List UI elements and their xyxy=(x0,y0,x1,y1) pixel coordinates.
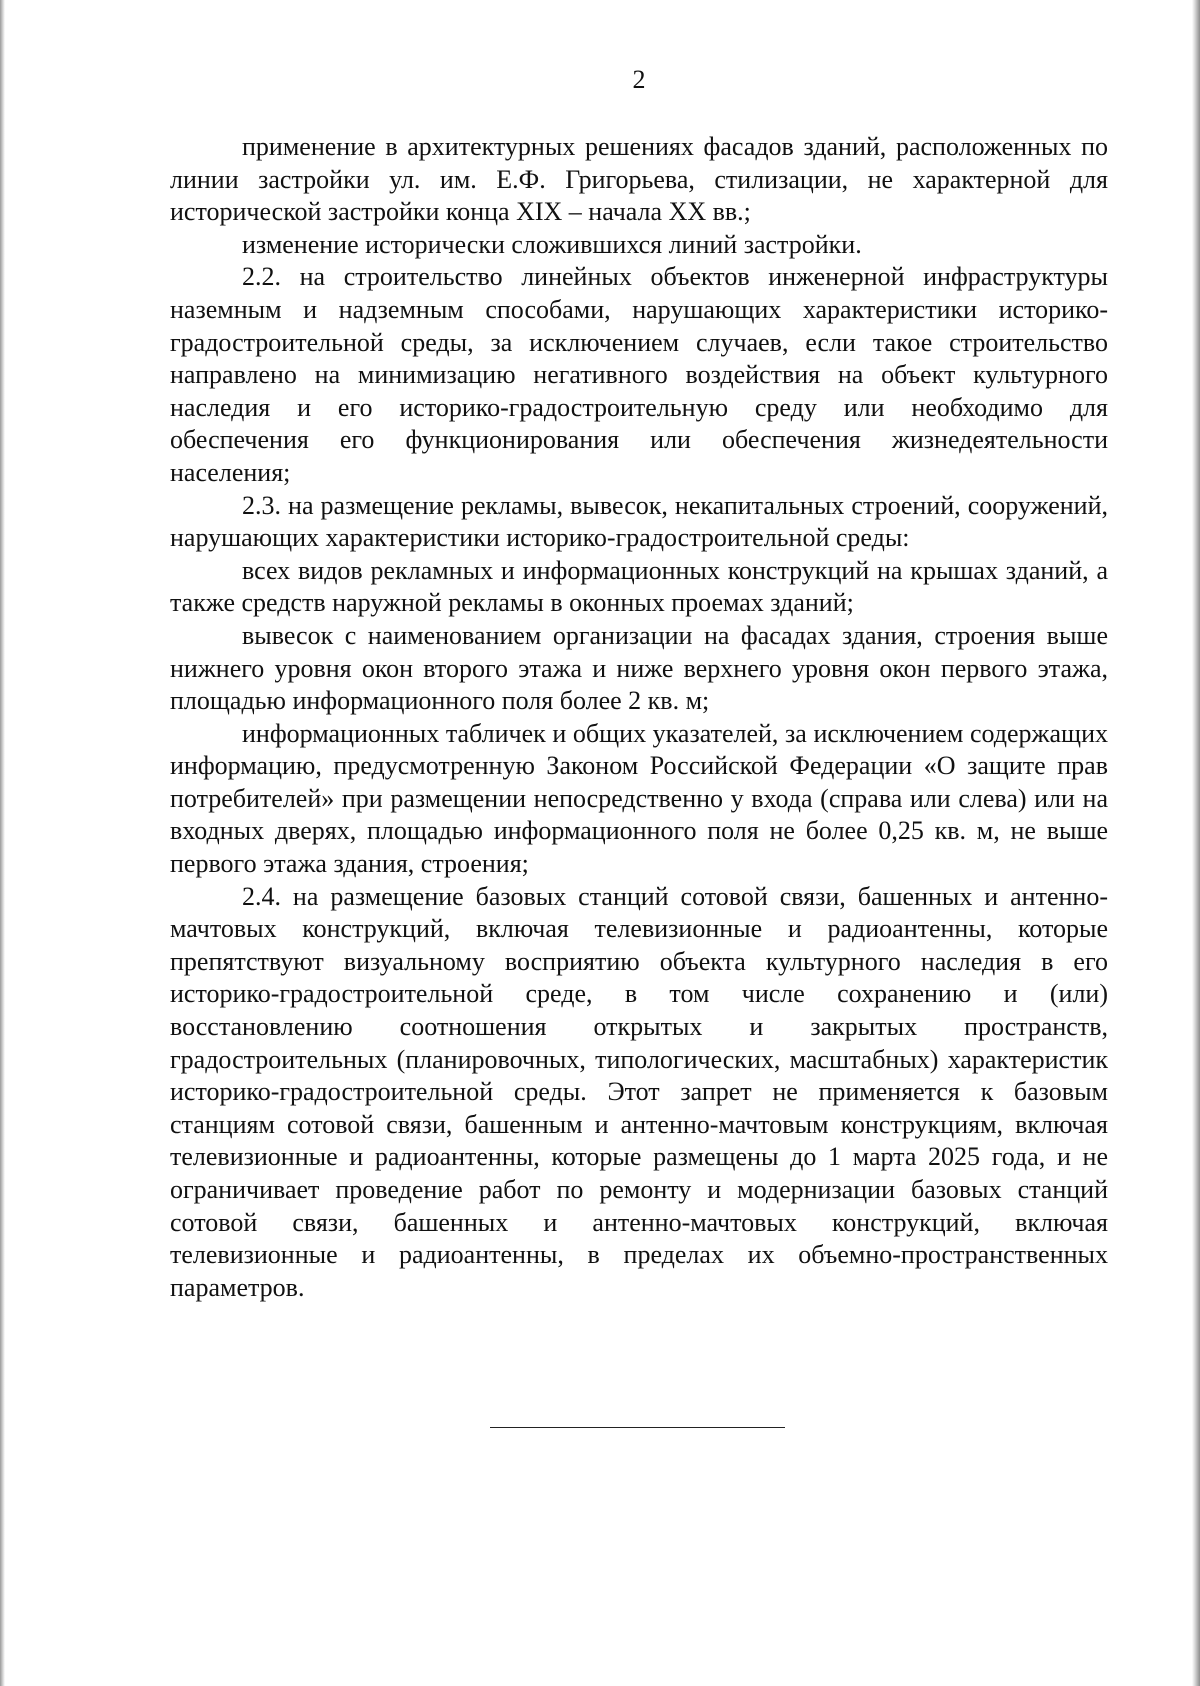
paragraph-item-2-3: 2.3. на размещение рекламы, вывесок, некапитальных строений, сооружений, нарушающих характеристики историко-градостроительной среды: xyxy=(170,490,1108,553)
scan-edge-left xyxy=(0,0,5,1686)
page-number: 2 xyxy=(632,65,646,94)
end-separator-line xyxy=(490,1427,785,1428)
paragraph: всех видов рекламных и информационных конструкций на крышах зданий, а также средств наружной рекламы в оконных проемах зданий; xyxy=(170,555,1108,618)
scan-edge-right xyxy=(1192,0,1200,1686)
paragraph-item-2-4: 2.4. на размещение базовых станций сотовой связи, башенных и антенно-мачтовых конструкций, включая телевизионные и радиоантенны, которые препятствуют визуальному восприятию объекта культурного наследия в его историко-градостроительной среде, в том числе сохранению и (или) восстановлению соотношения открытых и закрытых пространств, градостроительных (планировочных, типологических, масштабных) характеристик историко-градостроительной среды. Этот запрет не применяется к базовым станциям сотовой связи, башенным и антенно-мачтовым конструкциям, включая телевизионные и радиоантенны, которые размещены до 1 марта 2025 года, и не ограничивает проведение работ по ремонту и модернизации базовых станций сотовой связи, башенных и антенно-мачтовых конструкций, включая телевизионные и радиоантенны, в пределах их объемно-пространственных параметров. xyxy=(170,881,1108,1302)
paragraph: изменение исторически сложившихся линий застройки. xyxy=(242,229,862,259)
paragraph-item-2-2: 2.2. на строительство линейных объектов инженерной инфраструктуры наземным и надземным способами, нарушающих характеристики историко-градостроительной среды, за исключением случаев, если такое строительство направлено на минимизацию негативного воздействия на объект культурного наследия и его историко-градостроительную среду или необходимо для обеспечения его функционирования или обеспечения жизнедеятельности населения; xyxy=(170,262,1108,487)
paragraph: применение в архитектурных решениях фасадов зданий, расположенных по линии застройки ул. им. Е.Ф. Григорьева, стилизации, не характерной для исторической застройки конца XIX – начала XX вв.; xyxy=(170,132,1108,227)
paragraph: информационных табличек и общих указателей, за исключением содержащих информацию, предусмотренную Законом Российской Федерации «О защите прав потребителей» при размещении непосредственно у входа (справа или слева) или на входных дверях, площадью информационного поля не более 0,25 кв. м, не выше первого этажа здания, строения; xyxy=(170,718,1108,879)
paragraph: вывесок с наименованием организации на фасадах здания, строения выше нижнего уровня окон второго этажа и ниже верхнего уровня окон первого этажа, площадью информационного поля более 2 кв. м; xyxy=(170,620,1108,716)
document-body xyxy=(170,131,1108,1304)
